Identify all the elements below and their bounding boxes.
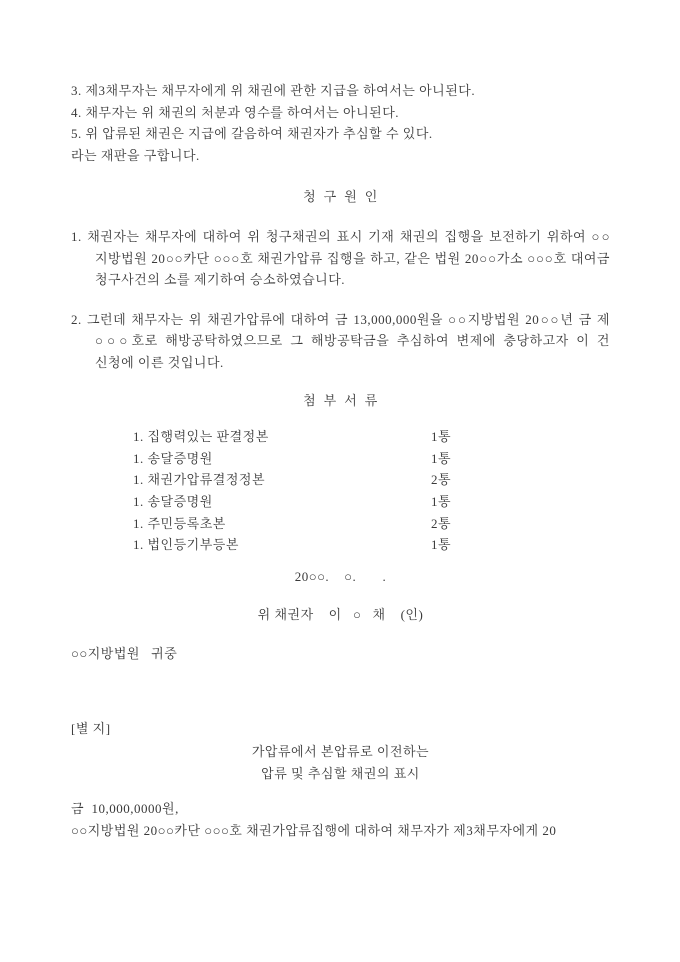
attachment-number: 1. [133,537,144,553]
attachment-label [133,534,239,556]
appendix-body-line: ○○지방법원 20○○카단 ○○○호 채권가압류집행에 대하여 채무자가 제3채무자에게 20 [71,822,557,838]
claim-reason-paragraph-1: 1. 채권자는 채무자에 대하여 위 청구채권의 표시 기재 채권의 집행을 보전하기 위하여 ○○지방법원 20○○카단 ○○○호 채권가압류 집행을 하고, 같은 법원 20○○가소 ○○○호 대여금 청구사건의 소를 제기하여 승소하였습니다. [71,228,610,288]
attachment-count: 1통 [430,537,451,553]
attachment-number: 1. [133,450,144,466]
attachment-row [133,491,451,513]
attachment-title: 법인등기부등본 [147,537,239,553]
order-closing-line: 라는 재판을 구합니다. [71,147,200,163]
attachment-row [133,426,451,448]
claim-reason-paragraph-2: 2. 그런데 채무자는 위 채권가압류에 대하여 금 13,000,000원을 ○○지방법원 20○○년 금 제○○○호로 해방공탁하였으므로 그 해방공탁금을 추심하여 변제에 충당하고자 이 건 신청에 이른 것입니다. [71,311,610,370]
attachment-label [133,426,269,448]
appendix-title-line-1: 가압류에서 본압류로 이전하는 [251,744,430,760]
attachment-count: 2통 [430,515,451,531]
attachment-number: 1. [133,472,144,488]
attachment-count: 1통 [430,493,451,509]
claim-reason-heading: 청 구 원 인 [303,189,378,205]
order-clause-5: 5. 위 압류된 채권은 지급에 갈음하여 채권자가 추심할 수 있다. [71,126,433,142]
signature-line: 위 채권자 이 ○ 채 (인) [257,607,424,623]
attachment-row [133,448,451,470]
date-line: 20○○. ○. . [294,568,387,584]
appendix-amount-line: 금 10,000,0000원, [71,801,179,817]
attachment-label [133,491,213,513]
appendix-title-line-2: 압류 및 추심할 채권의 표시 [261,765,420,781]
order-clauses [71,80,610,166]
attachment-title: 송달증명원 [147,493,213,509]
attachment-label [133,469,265,491]
attachments-list [133,426,451,556]
attachment-row [133,469,451,491]
attachment-row [133,534,451,556]
attachments-heading: 첨 부 서 류 [303,392,378,408]
attachment-title: 주민등록초본 [147,515,226,531]
appendix-tag: [별 지] [71,721,111,737]
attachment-number: 1. [133,429,144,445]
attachment-label [133,513,226,535]
attachment-label [133,448,213,470]
attachment-number: 1. [133,493,144,509]
court-address-line: ○○지방법원 귀중 [71,645,178,661]
attachment-count: 1통 [430,429,451,445]
attachment-count: 2통 [430,472,451,488]
order-clause-3: 3. 제3채무자는 채무자에게 위 채권에 관한 지급을 하여서는 아니된다. [71,83,476,98]
attachment-title: 채권가압류결정정본 [147,472,266,488]
attachment-title: 송달증명원 [147,450,213,466]
order-clause-4: 4. 채무자는 위 채권의 처분과 영수를 하여서는 아니된다. [71,104,400,120]
attachment-number: 1. [133,515,144,531]
attachment-count: 1통 [430,450,451,466]
attachment-title: 집행력있는 판결정본 [147,429,269,445]
attachment-row [133,513,451,535]
